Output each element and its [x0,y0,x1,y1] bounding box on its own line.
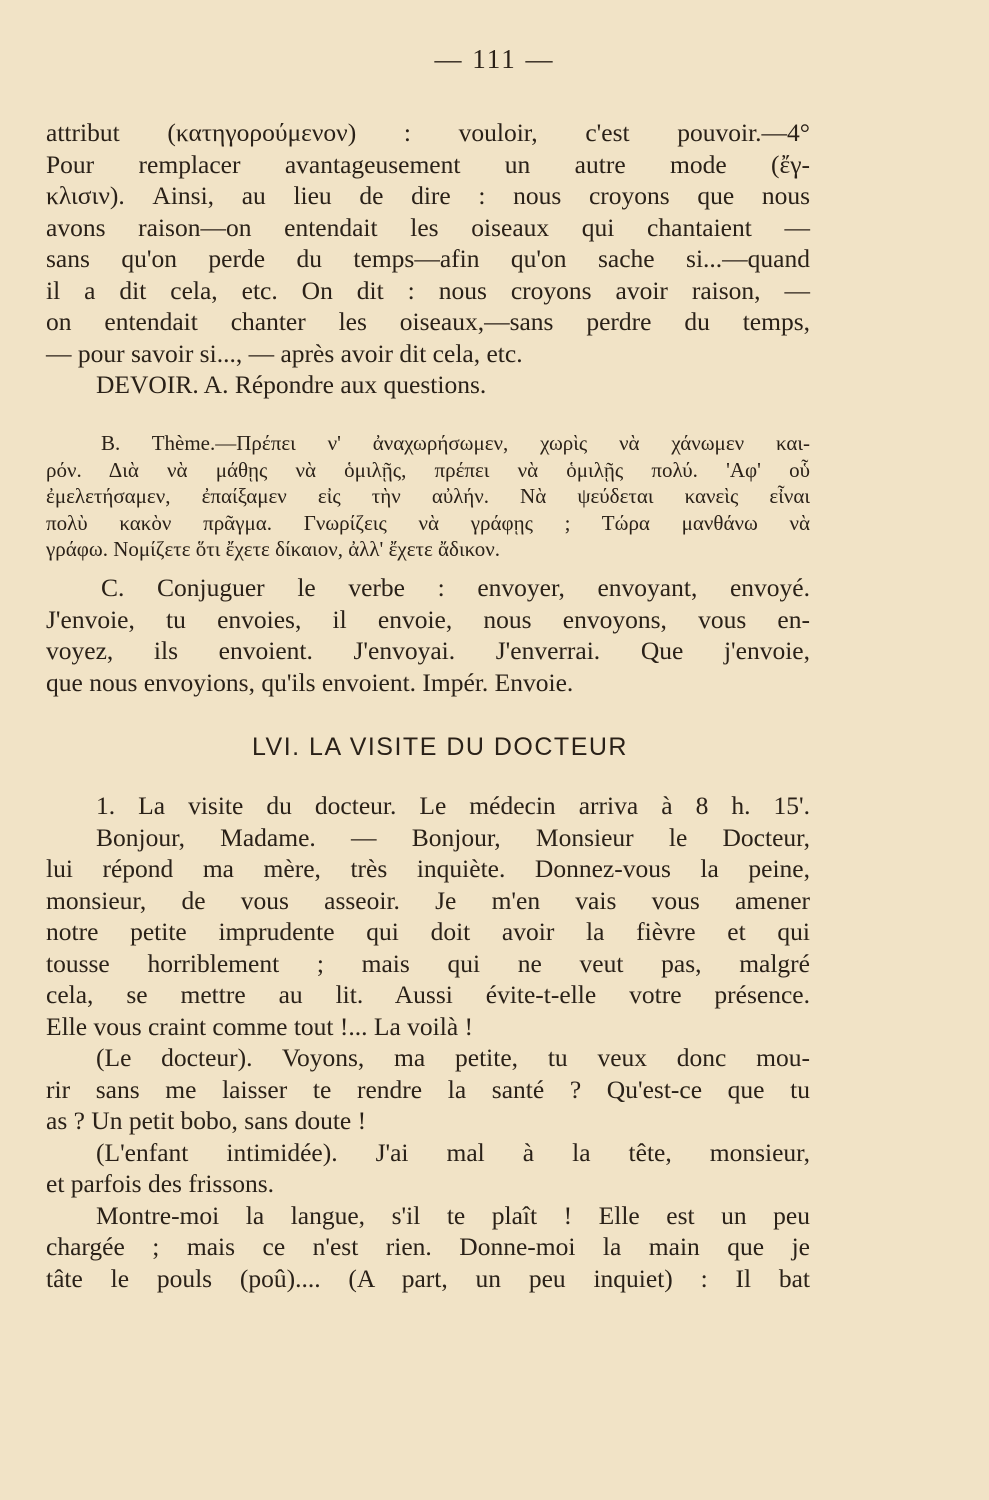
text-line: J'envoie, tu envoies, il envoie, nous envoyons, vous en- [46,604,810,634]
text-line: 1. La visite du docteur. Le médecin arriva à 8 h. 15'. [96,791,810,820]
conjugation-exercise [46,572,810,698]
text-line: (L'enfant intimidée). J'ai mal à la tête, monsieur, [96,1137,810,1167]
text-line: voyez, ils envoient. J'envoyai. J'enverrai. Que j'envoie, [46,636,810,665]
text-line: on entendait chanter les oiseaux,—sans perdre du temps, [46,307,810,336]
text-line: tousse horriblement ; mais qui ne veut pas, malgré [46,948,810,978]
text-line: ρόν. Διὰ νὰ μάθῃς νὰ ὁμιλῇς, πρέπει νὰ ὁμιλῇς πολύ. 'Αφ' οὗ [46,457,810,482]
text-line: ἐμελετήσαμεν, ἐπαίξαμεν εἰς τὴν αὐλήν. Νὰ ψεύδεται κανεὶς εἶναι [46,484,810,508]
page-number: — 111 — [434,44,555,74]
text-line: chargée ; mais ce n'est rien. Donne-moi la main que je [46,1232,810,1261]
text-line: Pour remplacer avantageusement un autre mode (ἔγ- [46,149,810,179]
text-line: il a dit cela, etc. On dit : nous croyons avoir raison, — [46,275,810,305]
text-line: (Le docteur). Voyons, ma petite, tu veux donc mou- [96,1043,810,1072]
devoir-heading: DEVOIR. A. Répondre aux questions. [96,370,487,399]
text-line: γράφω. Νομίζετε ὅτι ἔχετε δίκαιον, ἀλλ' ἔχετε ἄδικον. [46,537,500,561]
text-line: notre petite imprudente qui doit avoir la fièvre et qui [46,917,810,946]
paragraph-grammar-notes [46,117,810,401]
text-line: et parfois des frissons. [46,1169,275,1198]
text-line: πολὺ κακὸν πρᾶγμα. Γνωρίζεις νὰ γράφῃς ; Τώρα μανθάνω νὰ [46,510,810,535]
chapter-title: LVI. LA VISITE DU DOCTEUR [251,733,628,761]
text-line: B. Thème.—Πρέπει ν' ἀναχωρήσωμεν, χωρὶς νὰ χάνωμεν και- [101,431,810,455]
text-line: attribut (κατηγορούμενον) : vouloir, c'est pouvoir.—4° [46,118,810,147]
text-line: as ? Un petit bobo, sans doute ! [46,1106,367,1135]
text-line: cela, se mettre au lit. Aussi évite-t-elle votre présence. [46,980,810,1009]
text-line: C. Conjuguer le verbe : envoyer, envoyant, envoyé. [101,573,810,602]
text-line: Montre-moi la langue, s'il te plaît ! Elle est un peu [96,1200,810,1230]
text-line: rir sans me laisser te rendre la santé ? Qu'est-ce que tu [46,1074,810,1104]
text-line: κλισιν). Ainsi, au lieu de dire : nous croyons que nous [46,181,810,210]
text-line: — pour savoir si..., — après avoir dit cela, etc. [46,338,523,368]
text-line: avons raison—on entendait les oiseaux qui chantaient — [46,212,810,242]
greek-theme [46,430,810,563]
text-line: tâte le pouls (poû).... (A part, un peu inquiet) : Il bat [46,1263,810,1293]
text-line: Bonjour, Madame. — Bonjour, Monsieur le Docteur, [96,822,810,852]
text-line: que nous envoyions, qu'ils envoient. Impér. Envoie. [46,667,574,697]
text-line: monsieur, de vous asseoir. Je m'en vais vous amener [46,885,810,915]
text-line: Elle vous craint comme tout !... La voilà ! [46,1011,474,1041]
text-line: lui répond ma mère, très inquiète. Donnez-vous la peine, [46,854,810,883]
text-line: sans qu'on perde du temps—afin qu'on sache si...—quand [46,244,810,273]
dialogue-text [46,790,810,1294]
